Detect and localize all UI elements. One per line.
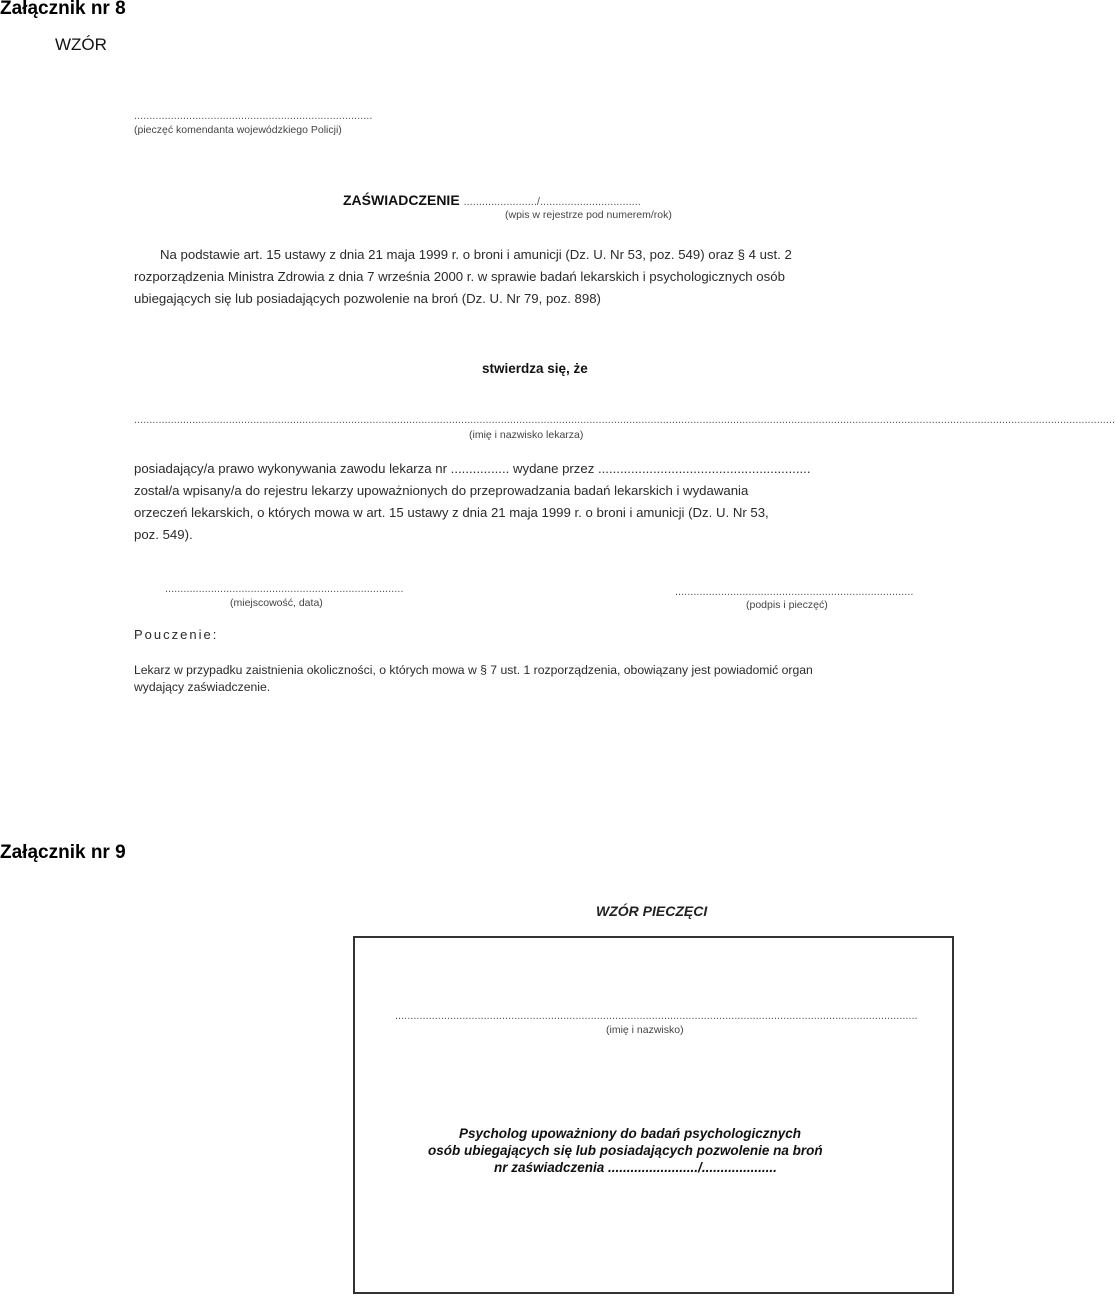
stamp-name-dotted-line: ........................................................................................................................................................................... xyxy=(395,1010,918,1022)
stamp-line-2: osób ubiegających się lub posiadających pozwolenie na broń xyxy=(428,1143,823,1158)
doctor-name-dotted-line: ................................................................................................................................................................................................................................................................................................................................. xyxy=(134,414,1115,426)
certificate-title-text: ZAŚWIADCZENIE xyxy=(343,192,460,208)
seal-caption: (pieczęć komendanta wojewódzkiego Policji) xyxy=(134,124,342,136)
legal-basis-line-3: ubiegających się lub posiadających pozwolenie na broń (Dz. U. Nr 79, poz. 898) xyxy=(134,291,601,306)
signature-caption: (podpis i pieczęć) xyxy=(746,599,828,611)
instruction-heading: Pouczenie: xyxy=(134,627,219,642)
certificate-number-dots: ......................../................................. xyxy=(463,196,641,208)
body-line-1: posiadający/a prawo wykonywania zawodu lekarza nr ................ wydane przez .......................................................... xyxy=(134,461,811,476)
place-date-caption: (miejscowość, data) xyxy=(230,597,323,609)
legal-basis-line-1: Na podstawie art. 15 ustawy z dnia 21 maja 1999 r. o broni i amunicji (Dz. U. Nr 53, poz. 549) oraz § 4 ust. 2 xyxy=(160,247,792,262)
stamp-template-title: WZÓR PIECZĘCI xyxy=(596,903,708,919)
instruction-line-2: wydający zaświadczenie. xyxy=(134,680,271,694)
body-line-4: poz. 549). xyxy=(134,527,193,542)
place-date-dotted-line: .............................................................................. xyxy=(165,583,404,595)
stamp-line-1: Psycholog upoważniony do badań psychologicznych xyxy=(459,1126,802,1141)
seal-dotted-line: .............................................................................. xyxy=(134,110,373,122)
certificate-number-caption: (wpis w rejestrze pod numerem/rok) xyxy=(505,209,672,221)
statement-heading: stwierdza się, że xyxy=(482,361,588,376)
legal-basis-line-2: rozporządzenia Ministra Zdrowia z dnia 7 września 2000 r. w sprawie badań lekarskich i psychologicznych osób xyxy=(134,269,785,284)
doctor-name-caption: (imię i nazwisko lekarza) xyxy=(469,429,584,441)
body-line-2: został/a wpisany/a do rejestru lekarzy upoważnionych do przeprowadzania badań lekarskich i wydawania xyxy=(134,483,749,498)
attachment-9-heading: Załącznik nr 9 xyxy=(0,842,126,863)
stamp-name-caption: (imię i nazwisko) xyxy=(606,1024,684,1036)
attachment-8-heading: Załącznik nr 8 xyxy=(0,0,126,19)
instruction-line-1: Lekarz w przypadku zaistnienia okoliczności, o których mowa w § 7 ust. 1 rozporządzenia, obowiązany jest powiadomić organ xyxy=(134,663,813,677)
stamp-line-3: nr zaświadczenia ......................../.................... xyxy=(494,1160,777,1175)
signature-dotted-line: .............................................................................. xyxy=(675,586,914,598)
certificate-title xyxy=(343,192,641,208)
body-line-3: orzeczeń lekarskich, o których mowa w art. 15 ustawy z dnia 21 maja 1999 r. o broni i amunicji (Dz. U. Nr 53, xyxy=(134,505,769,520)
stamp-frame xyxy=(353,936,954,1294)
template-label: WZÓR xyxy=(55,35,107,54)
